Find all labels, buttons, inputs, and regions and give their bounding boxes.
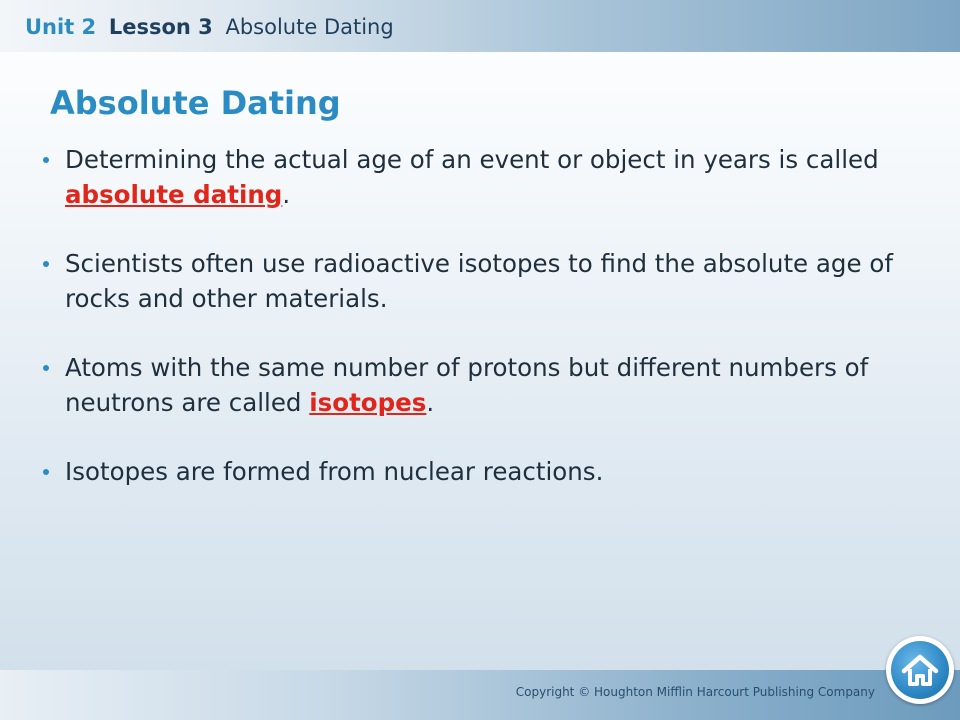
bullet-dot-icon xyxy=(43,469,49,475)
bullet-dot-icon xyxy=(43,365,49,371)
home-button[interactable] xyxy=(886,636,954,704)
vocab-term: absolute dating xyxy=(65,180,283,209)
bullet-text-end: . xyxy=(426,388,435,417)
bullet-text: Isotopes are formed from nuclear reactions. xyxy=(65,457,604,486)
bullet-text-end: . xyxy=(282,180,291,209)
bullet-item xyxy=(43,454,923,489)
home-button-face[interactable] xyxy=(891,641,949,699)
bullet-list xyxy=(43,142,923,523)
home-icon xyxy=(900,650,940,690)
bullet-text: Atoms with the same number of protons but different numbers of neutrons are called xyxy=(65,353,869,417)
unit-label: Unit 2 xyxy=(25,15,97,39)
page-title: Absolute Dating xyxy=(50,84,341,122)
bullet-item xyxy=(43,350,923,420)
breadcrumb xyxy=(25,15,394,39)
bullet-item xyxy=(43,246,923,316)
bullet-dot-icon xyxy=(43,157,49,163)
bullet-text: Scientists often use radioactive isotopes to find the absolute age of rocks and other materials. xyxy=(65,249,893,313)
bullet-item xyxy=(43,142,923,212)
bullet-text: Determining the actual age of an event or object in years is called xyxy=(65,145,879,174)
topic-label: Absolute Dating xyxy=(225,15,394,39)
vocab-term: isotopes xyxy=(309,388,427,417)
lesson-label: Lesson 3 xyxy=(108,15,213,39)
top-bar xyxy=(0,0,960,52)
bullet-dot-icon xyxy=(43,261,49,267)
copyright-text: Copyright © Houghton Mifflin Harcourt Publishing Company xyxy=(515,685,875,699)
